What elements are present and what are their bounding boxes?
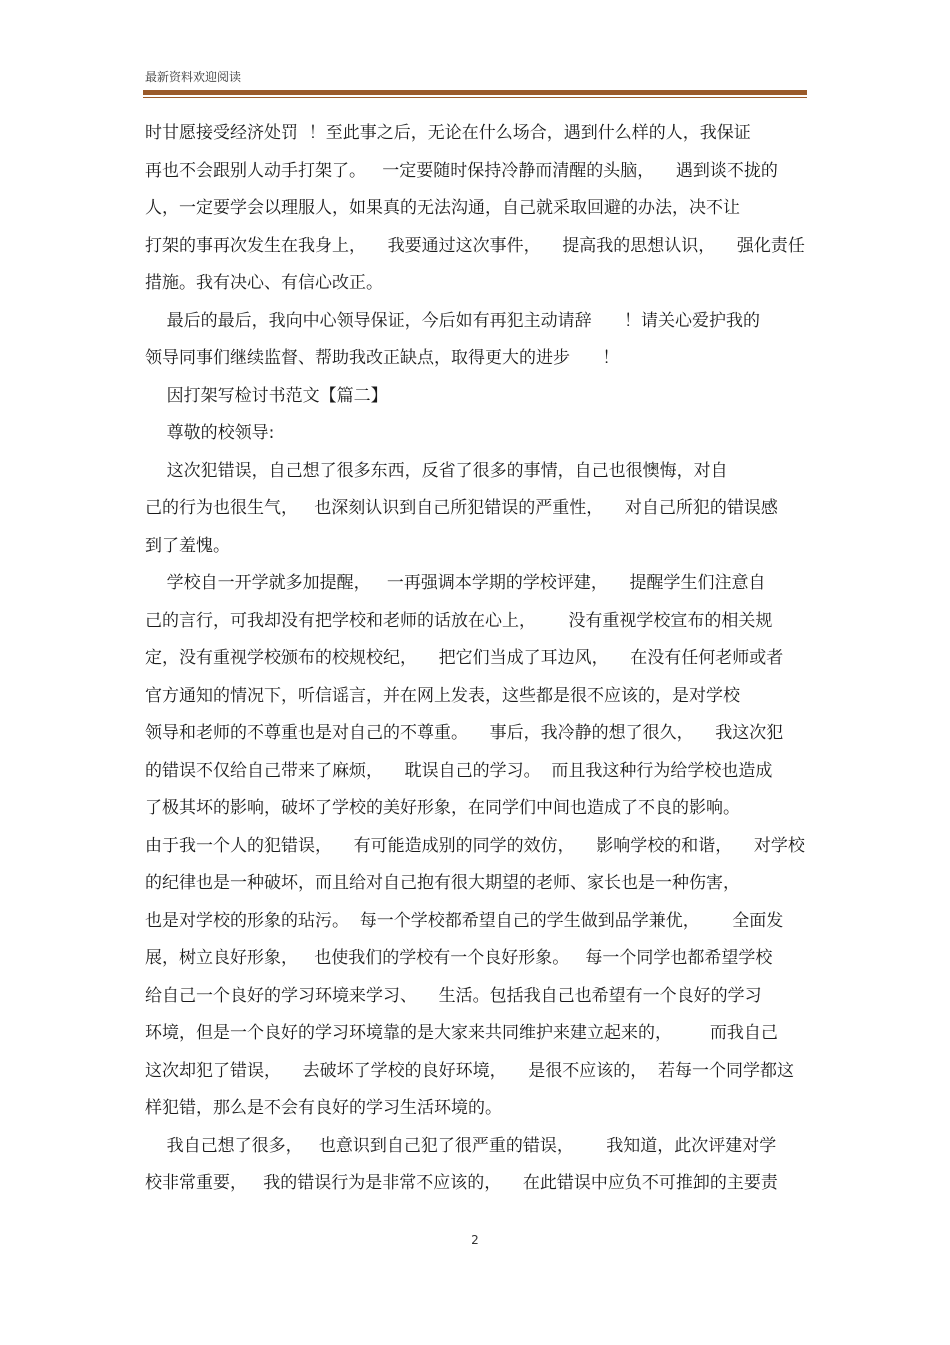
header-rule-thin — [143, 97, 807, 98]
text-line: 的错误不仅给自己带来了麻烦， 耽误自己的学习。 而且我这种行为给学校也造成 — [145, 760, 773, 781]
text-line: 环境，但是一个良好的学习环境靠的是大家来共同维护来建立起来的， 而我自己 — [145, 1023, 778, 1043]
text-line: 展，树立良好形象， 也使我们的学校有一个良好形象。 每一个同学也都希望学校 — [145, 948, 773, 968]
document-body — [145, 121, 810, 1209]
text-line: 领导同事们继续监督、帮助我改正缺点，取得更大的进步 ！ — [145, 348, 620, 368]
text-line: 到了羞愧。 — [145, 535, 230, 556]
page-header: 最新资料欢迎阅读 — [145, 70, 242, 84]
text-line: 官方通知的情况下，听信谣言，并在网上发表，这些都是很不应该的，是对学校 — [145, 685, 740, 706]
text-line: 措施。我有决心、有信心改正。 — [145, 273, 383, 293]
text-line: 这次却犯了错误， 去破坏了学校的良好环境， 是很不应该的， 若每一个同学都这 — [145, 1060, 795, 1081]
text-line: 领导和老师的不尊重也是对自己的不尊重。 事后，我冷静的想了很久， 我这次犯 — [145, 723, 784, 743]
text-line: 因打架写检讨书范文【篇二】 — [145, 385, 388, 406]
page-number: 2 — [471, 1233, 479, 1247]
header-rule-thick — [143, 90, 807, 95]
text-line: 我自己想了很多， 也意识到自己犯了很严重的错误， 我知道，此次评建对学 — [145, 1135, 777, 1156]
text-line: 给自己一个良好的学习环境来学习、 生活。包括我自己也希望有一个良好的学习 — [145, 985, 762, 1006]
text-line: 尊敬的校领导: — [145, 423, 275, 443]
text-line: 了极其坏的影响，破坏了学校的美好形象，在同学们中间也造成了不良的影响。 — [145, 798, 740, 818]
text-line: 定，没有重视学校颁布的校规校纪， 把它们当成了耳边风， 在没有任何老师或者 — [145, 648, 784, 668]
text-line: 时甘愿接受经济处罚 ！至此事之后，无论在什么场合，遇到什么样的人，我保证 — [145, 123, 751, 143]
text-line: 人，一定要学会以理服人，如果真的无法沟通，自己就采取回避的办法，决不让 — [145, 198, 740, 218]
text-line: 学校自一开学就多加提醒， 一再强调本学期的学校评建， 提醒学生们注意自 — [145, 573, 766, 593]
text-line: 校非常重要， 我的错误行为是非常不应该的， 在此错误中应负不可推卸的主要责 — [145, 1173, 778, 1193]
text-line: 也是对学校的形象的玷污。 每一个学校都希望自己的学生做到品学兼优， 全面发 — [145, 910, 784, 931]
text-line: 由于我一个人的犯错误， 有可能造成别的同学的效仿， 影响学校的和谐， 对学校 — [145, 835, 805, 856]
text-line: 这次犯错误，自己想了很多东西，反省了很多的事情，自己也很懊悔，对自 — [145, 460, 728, 481]
text-line: 样犯错，那么是不会有良好的学习生活环境的。 — [145, 1098, 502, 1118]
text-line: 再也不会跟别人动手打架了。 一定要随时保持冷静而清醒的头脑， 遇到谈不拢的 — [145, 160, 778, 181]
text-line: 打架的事再次发生在我身上， 我要通过这次事件， 提高我的思想认识， 强化责任 — [145, 235, 805, 256]
text-line: 己的言行，可我却没有把学校和老师的话放在心上， 没有重视学校宣布的相关规 — [145, 610, 773, 631]
text-line: 的纪律也是一种破坏，而且给对自己抱有很大期望的老师、家长也是一种伤害， — [145, 873, 740, 893]
text-line: 己的行为也很生气， 也深刻认识到自己所犯错误的严重性， 对自己所犯的错误感 — [145, 498, 778, 518]
text-line: 最后的最后，我向中心领导保证，今后如有再犯主动请辞 ！请关心爱护我的 — [145, 310, 761, 331]
